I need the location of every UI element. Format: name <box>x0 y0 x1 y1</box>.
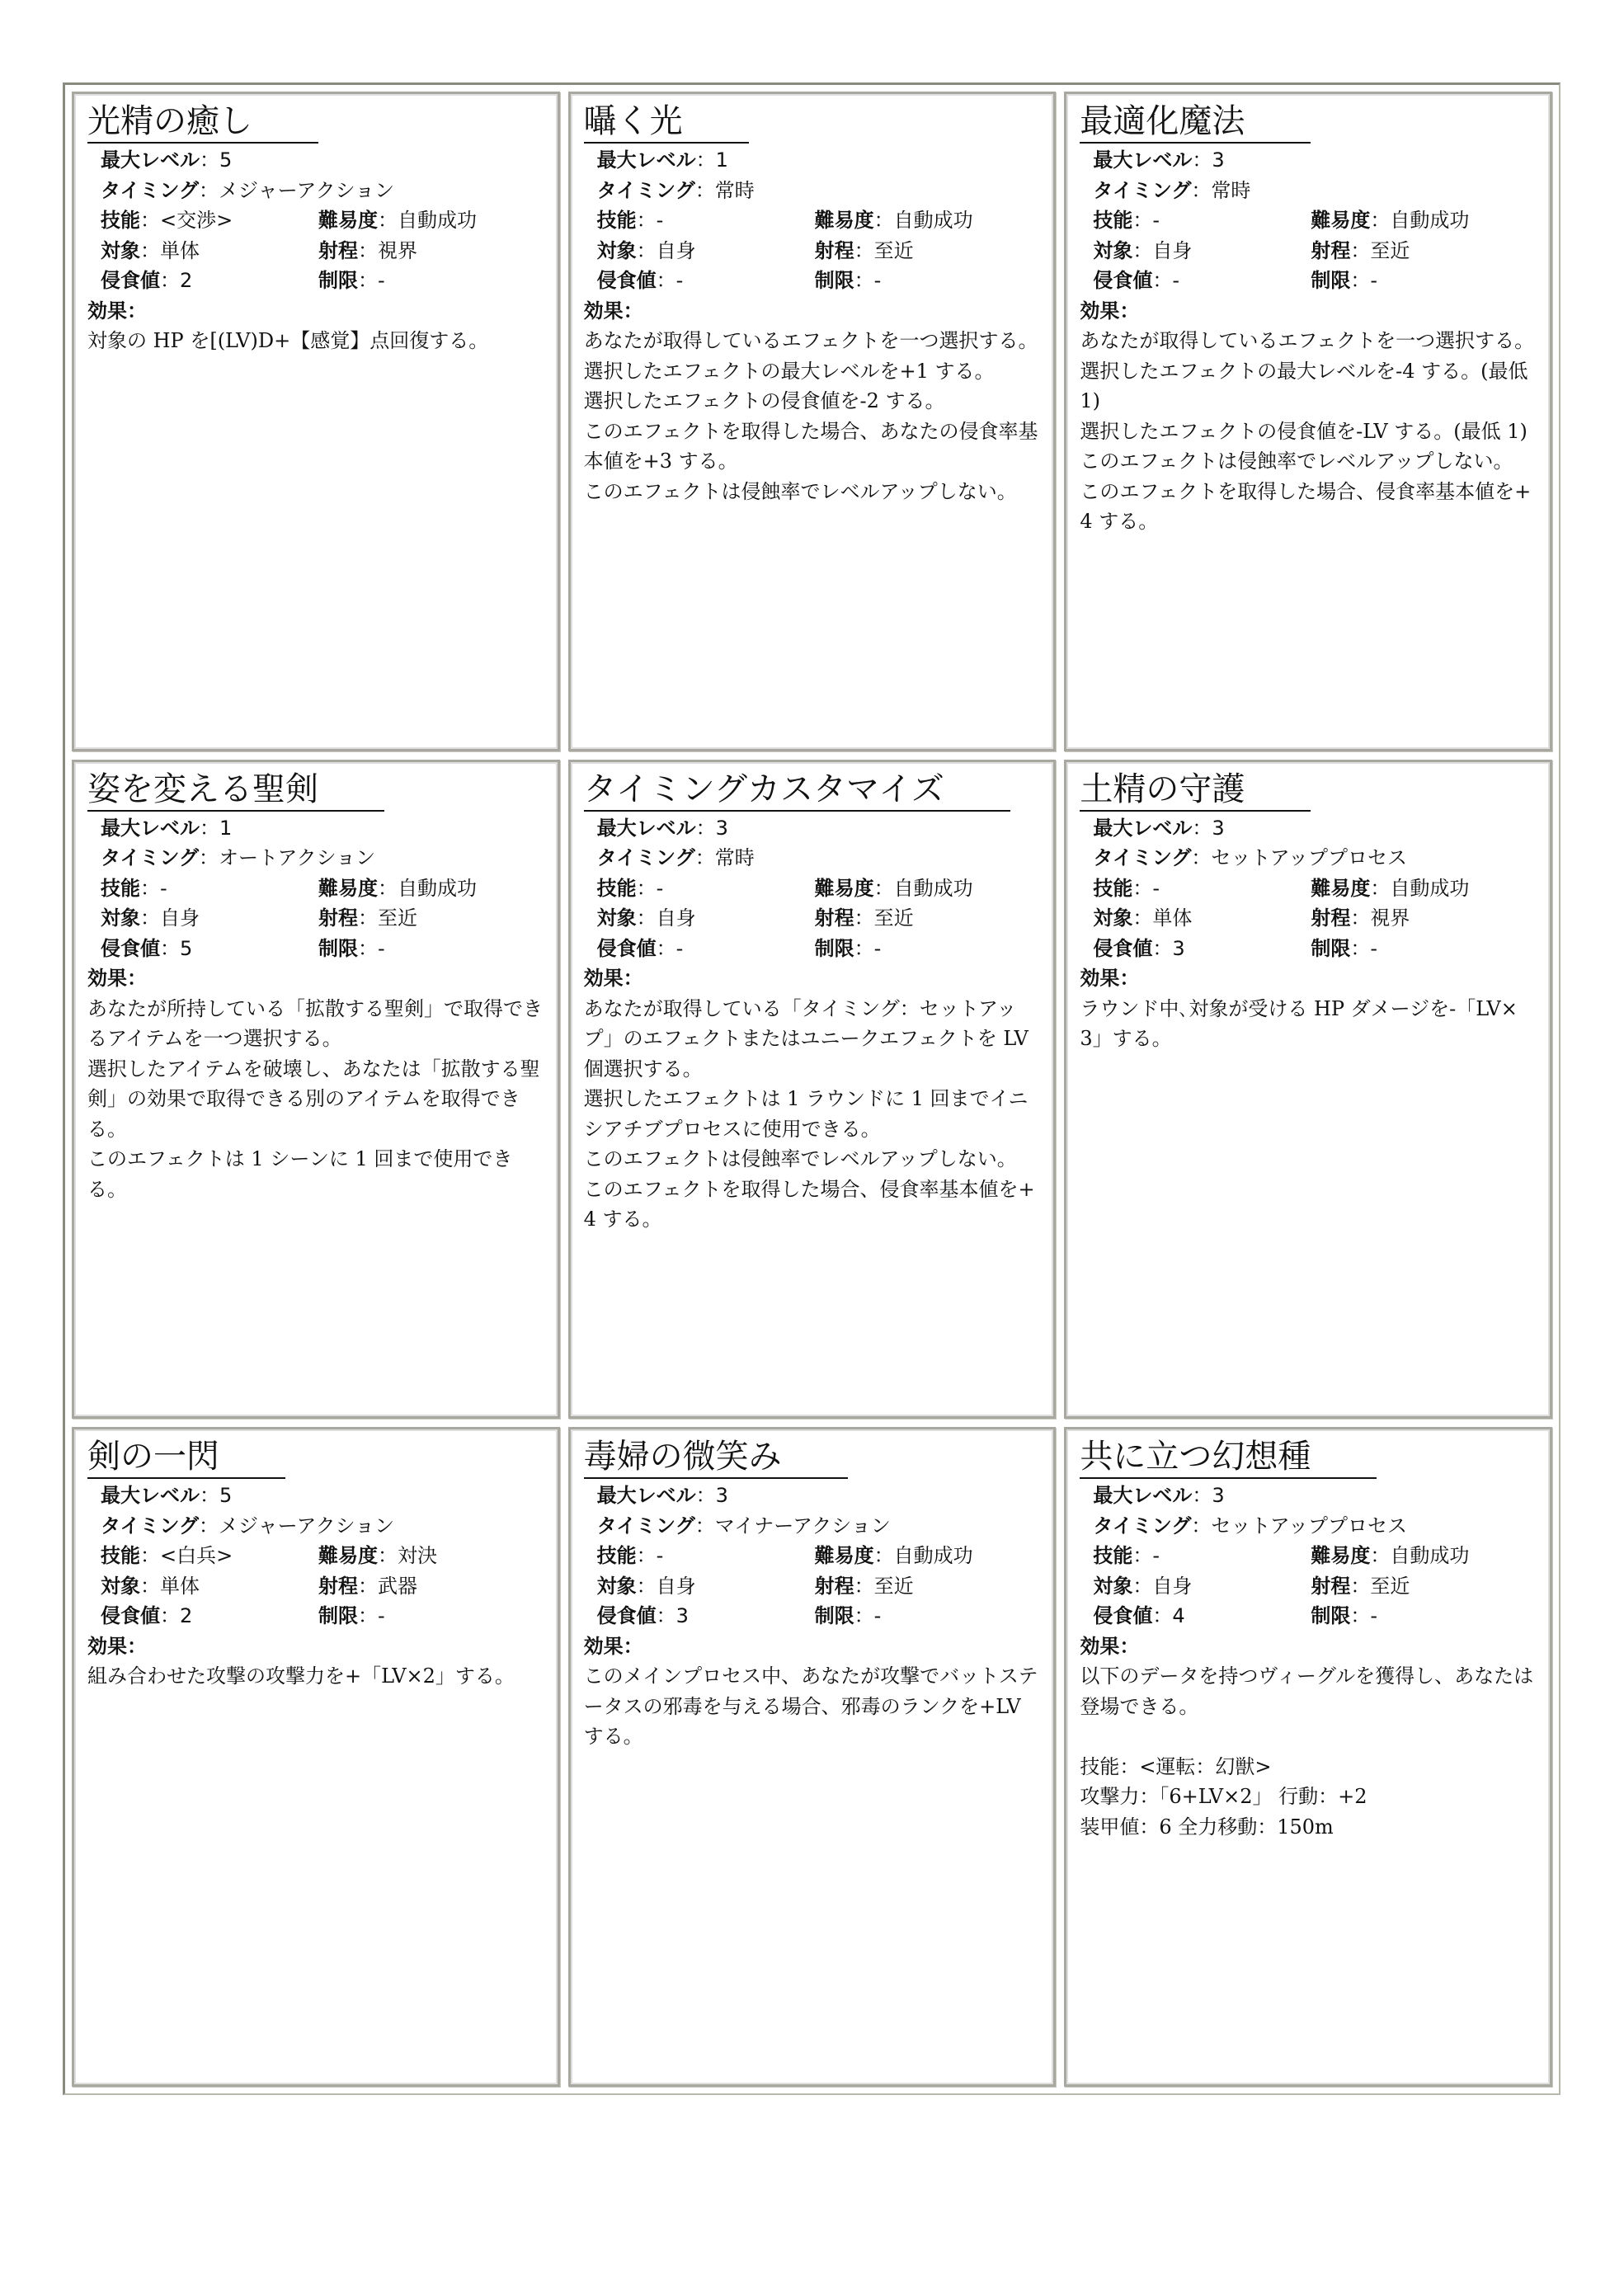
limit-label: 制限 <box>1311 1604 1351 1628</box>
erosion-label: 侵食値 <box>596 269 657 292</box>
limit-label: 制限 <box>318 1604 358 1628</box>
difficulty-value: ：自動成功 <box>378 876 477 900</box>
target-range-row <box>101 236 544 266</box>
skill-value: ：<白兵> <box>140 1544 233 1568</box>
effect-label: 効果： <box>1080 299 1140 323</box>
effect-card <box>1064 1427 1552 2087</box>
difficulty-value: ：自動成功 <box>1370 209 1470 232</box>
effect-text: あなたが取得しているエフェクトを一つ選択する。 選択したエフェクトの最大レベルを+1 する。 選択したエフェクトの侵食値を-2 する。 このエフェクトを取得した場合、あなたの侵食率基本値を+3 する。 このエフェクトは侵蝕率でレベルアップしない。 <box>583 329 1038 503</box>
skill-difficulty-row <box>597 1541 1041 1571</box>
skill-value: ：- <box>1132 209 1160 232</box>
erosion-limit-row <box>1093 934 1537 964</box>
effect-text: あなたが取得しているエフェクトを一つ選択する。選択したエフェクトの最大レベルを-4 する。(最低 1) 選択したエフェクトの侵食値を-LV する。(最低 1) このエフェクトは侵蝕率でレベルアップしない。 このエフェクトを取得した場合、侵食率基本値を+4 する。 <box>1080 329 1535 533</box>
card-stats <box>87 145 544 296</box>
difficulty-label: 難易度 <box>1311 1544 1371 1568</box>
limit-value: ：- <box>854 936 882 960</box>
skill-value: ：- <box>1132 876 1160 900</box>
card-title: 土精の守護 <box>1080 769 1311 812</box>
effect-card <box>568 760 1057 1420</box>
difficulty-label: 難易度 <box>814 209 874 232</box>
timing-label: タイミング <box>1093 178 1192 202</box>
difficulty-value: ：自動成功 <box>378 209 477 232</box>
max-level-row <box>1093 813 1537 844</box>
target-label: 対象 <box>101 238 140 262</box>
effect-card <box>568 92 1057 751</box>
skill-label: 技能 <box>101 209 140 232</box>
difficulty-label: 難易度 <box>318 876 378 900</box>
effect-text: 組み合わせた攻撃の攻撃力を+「LV×2」する。 <box>87 1664 515 1688</box>
difficulty-label: 難易度 <box>814 876 874 900</box>
timing-row <box>1093 843 1537 873</box>
effect-label: 効果： <box>583 299 643 323</box>
difficulty-label: 難易度 <box>814 1544 874 1568</box>
effect-text: ラウンド中､対象が受ける HP ダメージを-「LV×3」する。 <box>1080 996 1518 1051</box>
skill-difficulty-row <box>597 873 1041 904</box>
effect-label: 効果： <box>87 967 147 991</box>
max-level-value: ：3 <box>1192 1484 1225 1508</box>
skill-label: 技能 <box>1093 876 1133 900</box>
skill-label: 技能 <box>596 209 637 232</box>
erosion-value: ：- <box>656 269 684 292</box>
timing-label: タイミング <box>596 1514 695 1537</box>
limit-value: ：- <box>1350 936 1377 960</box>
erosion-label: 侵食値 <box>101 1604 160 1628</box>
card-title: 共に立つ幻想種 <box>1080 1436 1377 1479</box>
difficulty-value: ：自動成功 <box>1370 1544 1470 1568</box>
target-value: ：単体 <box>1132 906 1193 930</box>
erosion-label: 侵食値 <box>596 936 657 960</box>
card-sheet <box>63 82 1560 2095</box>
timing-row <box>1093 1511 1537 1542</box>
skill-label: 技能 <box>596 876 637 900</box>
card-title: 姿を変える聖剣 <box>87 769 384 812</box>
max-level-value: ：1 <box>695 148 728 172</box>
erosion-label: 侵食値 <box>101 269 160 292</box>
timing-value: ：オートアクション <box>199 846 376 870</box>
target-label: 対象 <box>596 906 637 930</box>
limit-value: ：- <box>854 269 882 292</box>
effect-text: 対象の HP を[(LV)D+【感覚】点回復する。 <box>87 329 489 352</box>
card-title: 剣の一閃 <box>87 1436 285 1479</box>
target-value: ：自身 <box>636 1574 696 1598</box>
max-level-row <box>101 1481 544 1511</box>
card-stats <box>87 1481 544 1631</box>
max-level-label: 最大レベル <box>1093 1484 1193 1508</box>
erosion-limit-row <box>1093 266 1537 296</box>
limit-label: 制限 <box>1311 936 1351 960</box>
skill-value: ：- <box>140 876 167 900</box>
max-level-value: ：3 <box>695 1484 728 1508</box>
erosion-limit-row <box>597 266 1041 296</box>
range-label: 射程 <box>1311 238 1351 262</box>
limit-value: ：- <box>358 1604 385 1628</box>
limit-value: ：- <box>1350 269 1377 292</box>
range-value: ：至近 <box>854 1574 914 1598</box>
max-level-value: ：1 <box>200 816 233 840</box>
timing-row <box>597 843 1041 873</box>
erosion-label: 侵食値 <box>1093 269 1153 292</box>
timing-row <box>101 1511 544 1542</box>
effect-text: あなたが取得している「タイミング：セットアップ」のエフェクトまたはユニークエフェクトを LV 個選択する。 選択したエフェクトは 1 ラウンドに 1 回までイニシアチブプロセスに使用できる。 このエフェクトは侵蝕率でレベルアップしない。 このエフェクトを取得した場合、侵食率基本値を+4 する。 <box>583 996 1035 1231</box>
target-range-row <box>1093 903 1537 934</box>
timing-value: ：マイナーアクション <box>694 1514 891 1537</box>
skill-label: 技能 <box>101 876 140 900</box>
range-value: ：武器 <box>358 1574 417 1598</box>
max-level-row <box>597 1481 1041 1511</box>
erosion-value: ：4 <box>1152 1604 1185 1628</box>
target-value: ：自身 <box>1132 1574 1193 1598</box>
skill-value: ：- <box>636 876 664 900</box>
max-level-label: 最大レベル <box>1093 816 1193 840</box>
max-level-value: ：3 <box>695 816 728 840</box>
range-label: 射程 <box>318 1574 358 1598</box>
skill-label: 技能 <box>101 1544 140 1568</box>
max-level-row <box>597 145 1041 176</box>
difficulty-value: ：自動成功 <box>873 209 973 232</box>
effect-label: 効果： <box>1080 967 1140 991</box>
erosion-label: 侵食値 <box>1093 936 1153 960</box>
card-title: タイミングカスタマイズ <box>584 769 1010 812</box>
effect-card <box>72 760 560 1420</box>
target-range-row <box>1093 1571 1537 1602</box>
erosion-limit-row <box>597 934 1041 964</box>
range-value: ：至近 <box>1350 1574 1410 1598</box>
card-stats <box>1080 145 1537 296</box>
target-range-row <box>101 903 544 934</box>
difficulty-value: ：自動成功 <box>873 1544 973 1568</box>
target-label: 対象 <box>596 238 637 262</box>
erosion-limit-row <box>1093 1601 1537 1631</box>
timing-label: タイミング <box>596 846 695 870</box>
target-label: 対象 <box>1093 238 1133 262</box>
skill-difficulty-row <box>1093 1541 1537 1571</box>
effect-card <box>1064 92 1552 751</box>
max-level-label: 最大レベル <box>1093 148 1193 172</box>
max-level-label: 最大レベル <box>596 148 696 172</box>
erosion-label: 侵食値 <box>101 936 160 960</box>
effect-label: 効果： <box>583 1634 643 1658</box>
range-label: 射程 <box>318 906 358 930</box>
effect-label: 効果： <box>87 299 147 323</box>
target-range-row <box>597 1571 1041 1602</box>
effect-text: 以下のデータを持つヴィーグルを獲得し、あなたは登場できる。 技能：<運転：幻獣> 攻撃力：「6+LV×2」 行動：+2 装甲値：6 全力移動：150m <box>1080 1664 1534 1839</box>
target-label: 対象 <box>1093 1574 1133 1598</box>
card-title: 最適化魔法 <box>1080 101 1311 144</box>
target-range-row <box>597 903 1041 934</box>
limit-label: 制限 <box>814 269 854 292</box>
range-value: ：視界 <box>358 238 417 262</box>
limit-label: 制限 <box>814 1604 854 1628</box>
max-level-value: ：3 <box>1192 816 1225 840</box>
skill-value: ：- <box>1132 1544 1160 1568</box>
target-value: ：自身 <box>636 238 696 262</box>
max-level-value: ：5 <box>200 148 233 172</box>
limit-label: 制限 <box>814 936 854 960</box>
target-value: ：自身 <box>140 906 200 930</box>
target-value: ：自身 <box>636 906 696 930</box>
target-label: 対象 <box>596 1574 637 1598</box>
timing-value: ：メジャーアクション <box>199 178 395 202</box>
max-level-row <box>101 813 544 844</box>
range-value: ：至近 <box>854 906 914 930</box>
max-level-value: ：3 <box>1192 148 1225 172</box>
erosion-limit-row <box>101 1601 544 1631</box>
effect-label: 効果： <box>87 1634 147 1658</box>
timing-row <box>101 176 544 206</box>
timing-label: タイミング <box>101 846 200 870</box>
range-label: 射程 <box>814 1574 854 1598</box>
erosion-value: ：2 <box>160 269 193 292</box>
erosion-value: ：- <box>656 936 684 960</box>
timing-label: タイミング <box>596 178 695 202</box>
card-stats <box>1080 813 1537 964</box>
target-label: 対象 <box>1093 906 1133 930</box>
limit-label: 制限 <box>318 936 358 960</box>
erosion-value: ：- <box>1152 269 1179 292</box>
skill-value: ：- <box>636 209 664 232</box>
skill-value: ：<交渉> <box>140 209 233 232</box>
max-level-label: 最大レベル <box>101 816 200 840</box>
target-value: ：自身 <box>1132 238 1193 262</box>
effect-text: あなたが所持している「拡散する聖剣」で取得できるアイテムを一つ選択する。 選択したアイテムを破壊し、あなたは「拡散する聖剣」の効果で取得できる別のアイテムを取得できる。 このエフェクトは 1 シーンに 1 回まで使用できる。 <box>87 996 543 1201</box>
timing-label: タイミング <box>101 1514 200 1537</box>
erosion-limit-row <box>597 1601 1041 1631</box>
card-stats <box>584 1481 1041 1631</box>
difficulty-value: ：自動成功 <box>1370 876 1470 900</box>
skill-label: 技能 <box>1093 1544 1133 1568</box>
erosion-value: ：3 <box>1152 936 1185 960</box>
skill-difficulty-row <box>1093 205 1537 236</box>
target-value: ：単体 <box>140 238 200 262</box>
max-level-label: 最大レベル <box>596 816 696 840</box>
limit-value: ：- <box>358 936 385 960</box>
timing-row <box>597 1511 1041 1542</box>
timing-label: タイミング <box>101 178 200 202</box>
card-title: 毒婦の微笑み <box>584 1436 848 1479</box>
difficulty-value: ：自動成功 <box>873 876 973 900</box>
range-label: 射程 <box>814 238 854 262</box>
timing-label: タイミング <box>1093 846 1192 870</box>
erosion-value: ：3 <box>656 1604 689 1628</box>
range-value: ：至近 <box>1350 238 1410 262</box>
target-label: 対象 <box>101 906 140 930</box>
range-value: ：至近 <box>854 238 914 262</box>
limit-value: ：- <box>358 269 385 292</box>
timing-value: ：メジャーアクション <box>199 1514 395 1537</box>
timing-value: ：常時 <box>694 178 755 202</box>
max-level-label: 最大レベル <box>101 148 200 172</box>
max-level-row <box>597 813 1041 844</box>
erosion-limit-row <box>101 266 544 296</box>
difficulty-label: 難易度 <box>318 209 378 232</box>
limit-label: 制限 <box>318 269 358 292</box>
timing-row <box>597 176 1041 206</box>
erosion-value: ：5 <box>160 936 193 960</box>
range-label: 射程 <box>814 906 854 930</box>
difficulty-value: ：対決 <box>378 1544 437 1568</box>
target-label: 対象 <box>101 1574 140 1598</box>
skill-difficulty-row <box>1093 873 1537 904</box>
timing-value: ：セットアッププロセス <box>1191 846 1407 870</box>
timing-value: ：常時 <box>1191 178 1251 202</box>
range-value: ：至近 <box>358 906 417 930</box>
card-grid <box>65 85 1559 2093</box>
effect-card <box>72 92 560 751</box>
difficulty-label: 難易度 <box>318 1544 378 1568</box>
effect-card <box>72 1427 560 2087</box>
erosion-label: 侵食値 <box>1093 1604 1153 1628</box>
skill-difficulty-row <box>597 205 1041 236</box>
target-range-row <box>1093 236 1537 266</box>
erosion-label: 侵食値 <box>596 1604 657 1628</box>
timing-value: ：常時 <box>694 846 755 870</box>
max-level-label: 最大レベル <box>596 1484 696 1508</box>
erosion-value: ：2 <box>160 1604 193 1628</box>
effect-label: 効果： <box>583 967 643 991</box>
effect-card <box>568 1427 1057 2087</box>
effect-label: 効果： <box>1080 1634 1140 1658</box>
timing-value: ：セットアッププロセス <box>1191 1514 1407 1537</box>
skill-label: 技能 <box>596 1544 637 1568</box>
target-range-row <box>101 1571 544 1602</box>
card-stats <box>1080 1481 1537 1631</box>
target-range-row <box>597 236 1041 266</box>
max-level-row <box>1093 145 1537 176</box>
limit-label: 制限 <box>1311 269 1351 292</box>
range-label: 射程 <box>1311 1574 1351 1598</box>
max-level-value: ：5 <box>200 1484 233 1508</box>
effect-text: このメインプロセス中、あなたが攻撃でバットステータスの邪毒を与える場合、邪毒のランクを+LV する。 <box>583 1664 1038 1749</box>
skill-difficulty-row <box>101 873 544 904</box>
range-value: ：視界 <box>1350 906 1410 930</box>
max-level-row <box>1093 1481 1537 1511</box>
difficulty-label: 難易度 <box>1311 209 1371 232</box>
max-level-label: 最大レベル <box>101 1484 200 1508</box>
limit-value: ：- <box>854 1604 882 1628</box>
effect-card <box>1064 760 1552 1420</box>
range-label: 射程 <box>318 238 358 262</box>
erosion-limit-row <box>101 934 544 964</box>
limit-value: ：- <box>1350 1604 1377 1628</box>
timing-row <box>101 843 544 873</box>
timing-row <box>1093 176 1537 206</box>
skill-difficulty-row <box>101 1541 544 1571</box>
max-level-row <box>101 145 544 176</box>
skill-label: 技能 <box>1093 209 1133 232</box>
card-title: 光精の癒し <box>87 101 318 144</box>
skill-difficulty-row <box>101 205 544 236</box>
card-stats <box>87 813 544 964</box>
card-stats <box>584 145 1041 296</box>
card-stats <box>584 813 1041 964</box>
skill-value: ：- <box>636 1544 664 1568</box>
timing-label: タイミング <box>1093 1514 1192 1537</box>
target-value: ：単体 <box>140 1574 200 1598</box>
card-title: 囁く光 <box>584 101 749 144</box>
difficulty-label: 難易度 <box>1311 876 1371 900</box>
range-label: 射程 <box>1311 906 1351 930</box>
